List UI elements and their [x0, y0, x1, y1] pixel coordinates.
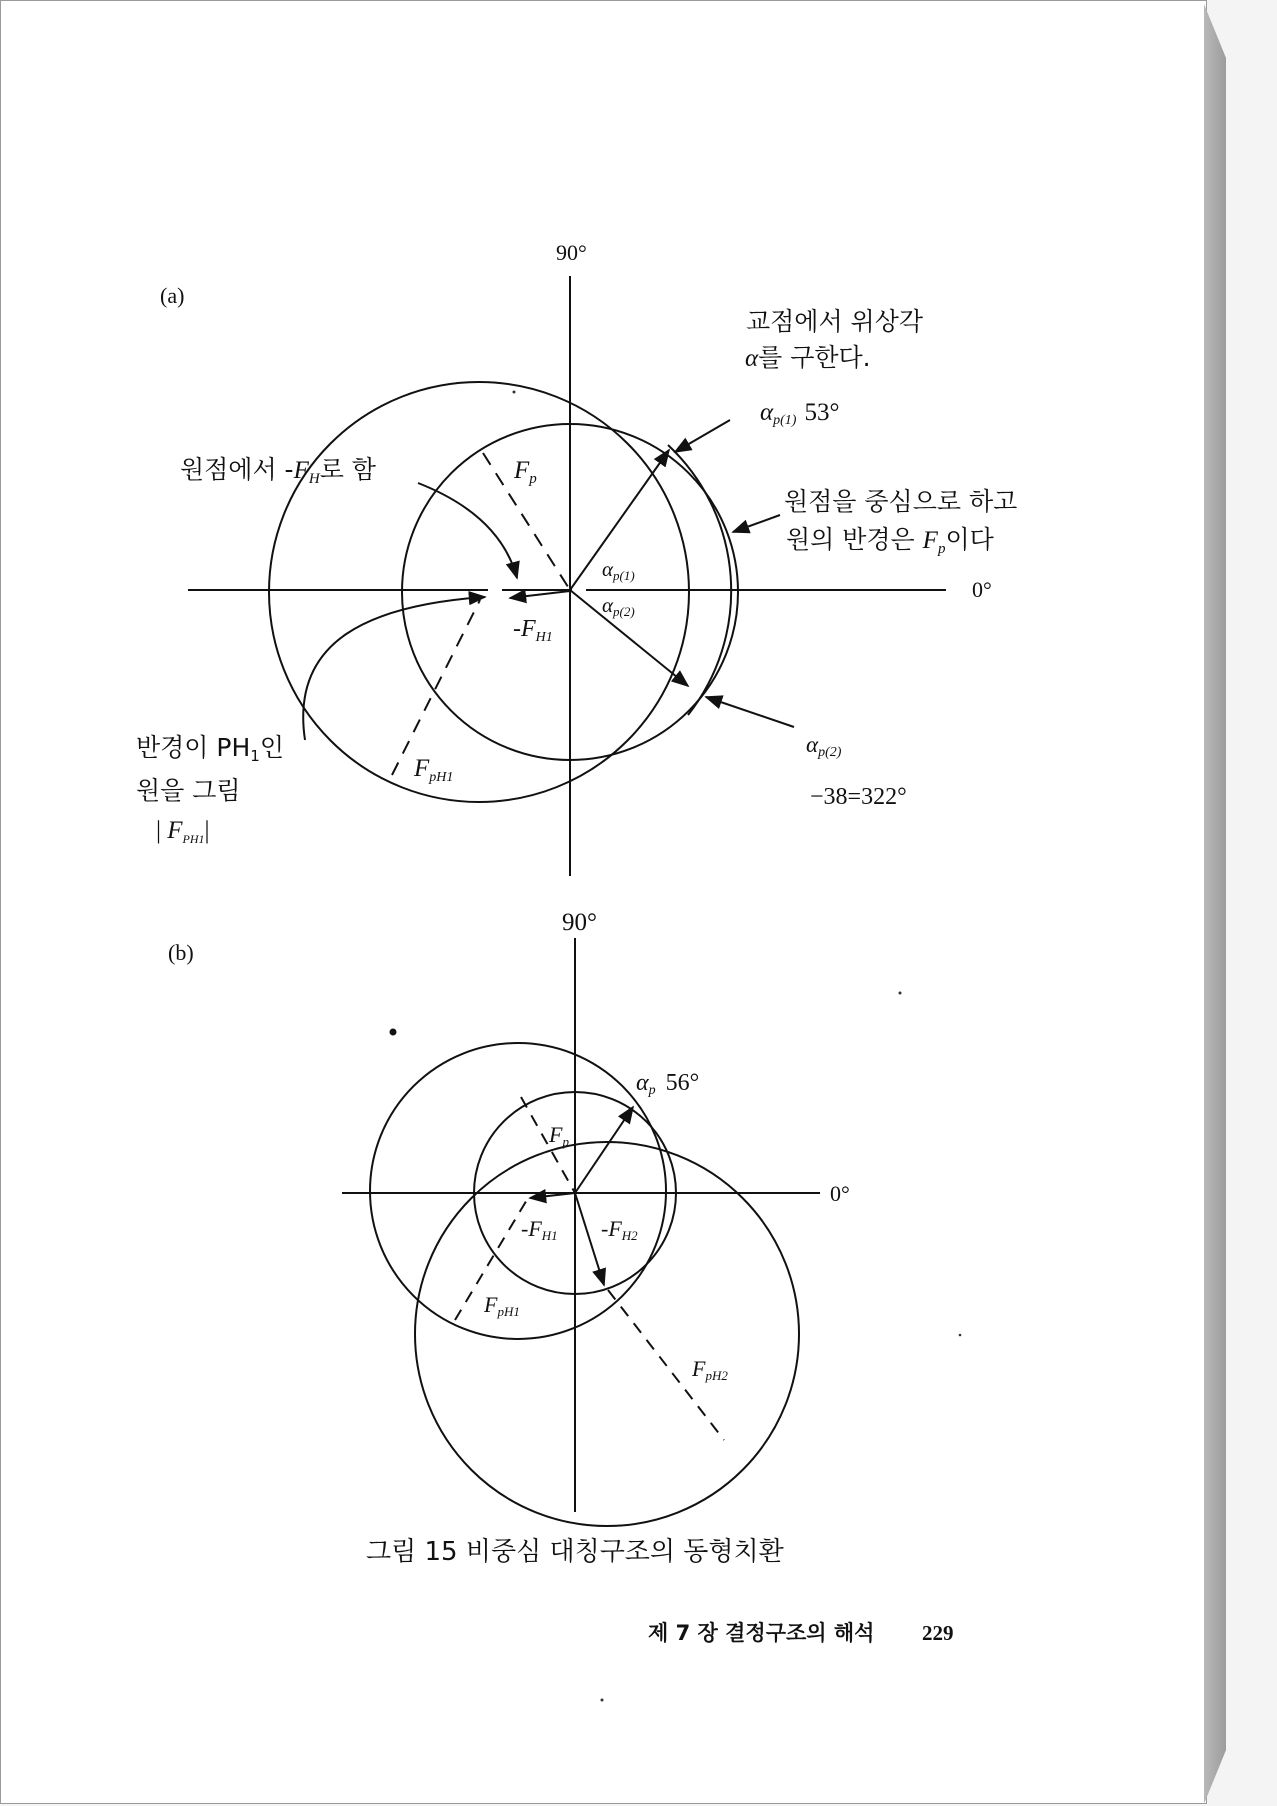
ink-dot [390, 1029, 397, 1036]
panel-a-note-center-line2: 원의 반경은 $F_p$이다 [786, 525, 994, 557]
panel-b-fh2-label: -FH2 [601, 1216, 638, 1243]
panel-a-axis-90-label: 90° [556, 240, 587, 265]
panel-a-alpha-p2-value: −38=322° [810, 784, 907, 810]
panel-b-alpha-p-label: αp 56° [636, 1070, 700, 1098]
panel-a-pointer-alpha-p2 [706, 697, 794, 727]
panel-a-note-radius-line1: 반경이 $PH_1$인 [136, 733, 284, 765]
panel-a-label: (a) [160, 283, 185, 308]
panel-b-fph2-dashed-radius [608, 1290, 724, 1440]
speck [959, 1334, 962, 1337]
panel-a-note-radius-line2: 원을 그림 [136, 776, 241, 805]
panel-b-fph1-label: FpH1 [484, 1292, 520, 1319]
panel-a-vector-fh1 [510, 591, 570, 598]
panel-a-note-intersection-line2: α를 구한다. [745, 343, 871, 372]
footer-chapter: 제 7 장 결정구조의 해석 [648, 1621, 875, 1645]
panel-a-alpha-p1-top-label: αp(1) 53° [760, 399, 840, 428]
panel-b-circle-fph1 [370, 1043, 666, 1339]
panel-b-fph2-label: FpH2 [692, 1356, 728, 1383]
panel-a-note-center-line1: 원점을 중심으로 하고 [784, 487, 1018, 516]
speck [601, 1699, 604, 1702]
panel-a-axis-0-label: 0° [972, 577, 992, 602]
panel-a-pointer-center-note [733, 515, 780, 532]
panel-a-pointer-alpha-p1 [675, 420, 730, 452]
panel-b-fp-label: Fp [549, 1122, 569, 1149]
panel-b-circle-fph2 [415, 1142, 799, 1526]
speck [513, 391, 516, 394]
panel-a-pointer-origin-note [418, 483, 517, 578]
panel-a-alpha-p2-inner-label: αp(2) [602, 593, 635, 619]
panel-b-vector-fh2 [575, 1193, 604, 1285]
panel-a-labels [136, 240, 1017, 846]
panel-a-note-radius-line3: | $F_{PH1}|$ [156, 817, 210, 846]
panel-a-circle-fph1 [269, 382, 689, 802]
panel-b [342, 938, 820, 1526]
panel-a-fh1-label: $-F_{H1}$ [513, 616, 553, 645]
panel-b-vector-alpha-p [575, 1107, 633, 1193]
panel-a-alpha-p2-right-label: αp(2) [806, 732, 842, 760]
panel-a-pointer-radius-note [303, 597, 485, 740]
speck [899, 992, 902, 995]
panel-a-fp-label: $F_p$ [514, 457, 537, 487]
panel-a-fph1-label: $F_{pH1}$ [414, 755, 454, 785]
panel-a-alpha-p1-inner-label: αp(1) [602, 557, 635, 583]
panel-a-note-intersection-line1: 교점에서 위상각 [746, 307, 923, 336]
panel-a-note-origin: 원점에서 $-F_H$로 함 [180, 455, 376, 487]
footer-page-number: 229 [922, 1621, 954, 1645]
panel-b-label: (b) [168, 940, 194, 965]
panel-b-labels [168, 909, 850, 1383]
panel-b-axis-90-label: 90° [562, 909, 597, 936]
panel-b-fh1-label: -FH1 [521, 1216, 558, 1243]
figure-caption: 그림 15 비중심 대칭구조의 동형치환 [366, 1537, 784, 1567]
panel-b-axis-0-label: 0° [830, 1181, 850, 1206]
